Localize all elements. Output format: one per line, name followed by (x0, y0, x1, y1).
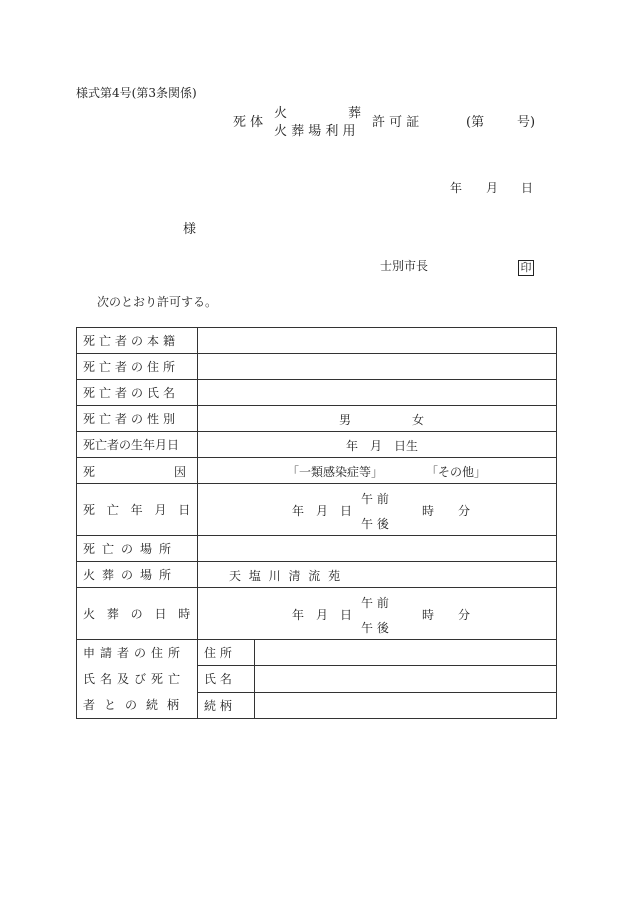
seal-mark: 印 (518, 256, 534, 276)
value-death-datetime (198, 484, 557, 536)
label-death-place: 死亡の場所 (77, 536, 198, 562)
label-birth: 死亡者の生年月日 (77, 432, 198, 458)
cremation-hour: 時 (422, 608, 435, 622)
row-cause (77, 458, 557, 484)
value-cause (198, 458, 557, 484)
value-cremation-datetime (198, 588, 557, 640)
label-cause (77, 458, 198, 484)
label-cause-b: 因 (174, 465, 187, 479)
label-applicant-2: 氏名及び死亡 (83, 672, 186, 686)
permit-table (76, 327, 557, 719)
label-sex: 死亡者の性別 (77, 406, 198, 432)
value-applicant-name (255, 666, 557, 692)
value-applicant-address (255, 640, 557, 666)
label-death-datetime: 死 亡 年 月 日 (77, 484, 198, 536)
field-applicant-address: 住 所 (198, 640, 255, 666)
cremation-pm: 午 後 (361, 621, 389, 635)
number-close: 号) (517, 115, 536, 130)
row-death-datetime (77, 484, 557, 536)
death-hour: 時 (422, 504, 435, 518)
cause-infectious: 「一類感染症等」 (287, 465, 384, 479)
row-cremation-datetime (77, 588, 557, 640)
death-pm: 午 後 (361, 517, 389, 531)
label-cause-a: 死 (83, 465, 96, 479)
cremation-minute: 分 (458, 608, 471, 622)
date-year: 年 (450, 181, 463, 195)
row-death-place (77, 536, 557, 562)
label-cremation-datetime: 火 葬 の 日 時 (77, 588, 198, 640)
issuer-name: 士別市長 (380, 259, 429, 273)
value-address (198, 354, 557, 380)
death-am: 午 前 (361, 492, 389, 506)
value-name (198, 380, 557, 406)
value-death-place (198, 536, 557, 562)
label-applicant (77, 640, 198, 719)
number-open: (第 (466, 115, 485, 130)
title-top-a: 火 (274, 106, 288, 121)
row-address (77, 354, 557, 380)
title-right: 許 可 証 (372, 115, 420, 130)
label-applicant-3: 者との続柄 (83, 698, 189, 712)
birth-suffix: 年 月 日生 (346, 439, 419, 453)
label-applicant-1: 申請者の住所 (83, 646, 186, 660)
cause-other: 「その他」 (426, 465, 487, 479)
death-ymd: 年 月 日 (292, 504, 353, 518)
title-bottom: 火 葬 場 利 用 (274, 124, 356, 139)
label-cremation-place: 火葬の場所 (77, 562, 198, 588)
row-name (77, 380, 557, 406)
value-cremation-place (198, 562, 557, 588)
form-number: 様式第4号(第3条関係) (76, 86, 197, 100)
date-day: 日 (521, 181, 534, 195)
crematorium-name: 天 塩 川 清 流 苑 (229, 569, 343, 583)
field-applicant-relation: 続 柄 (198, 692, 255, 718)
row-domicile (77, 328, 557, 354)
title-top-b: 葬 (348, 106, 362, 121)
label-domicile: 死亡者の本籍 (77, 328, 198, 354)
addressee-suffix: 様 (183, 222, 197, 237)
cremation-ymd: 年 月 日 (292, 608, 353, 622)
label-name: 死亡者の氏名 (77, 380, 198, 406)
field-applicant-name: 氏 名 (198, 666, 255, 692)
row-sex (77, 406, 557, 432)
value-applicant-relation (255, 692, 557, 718)
intro-text: 次のとおり許可する。 (97, 295, 218, 309)
death-minute: 分 (458, 504, 471, 518)
date-month: 月 (486, 181, 499, 195)
title-left: 死 体 (233, 115, 264, 130)
value-domicile (198, 328, 557, 354)
cremation-am: 午 前 (361, 596, 389, 610)
value-sex (198, 406, 557, 432)
female-option: 女 (412, 413, 425, 427)
value-birth (198, 432, 557, 458)
row-birth (77, 432, 557, 458)
male-option: 男 (339, 413, 352, 427)
label-address: 死亡者の住所 (77, 354, 198, 380)
row-cremation-place (77, 562, 557, 588)
row-applicant-address (77, 640, 557, 666)
